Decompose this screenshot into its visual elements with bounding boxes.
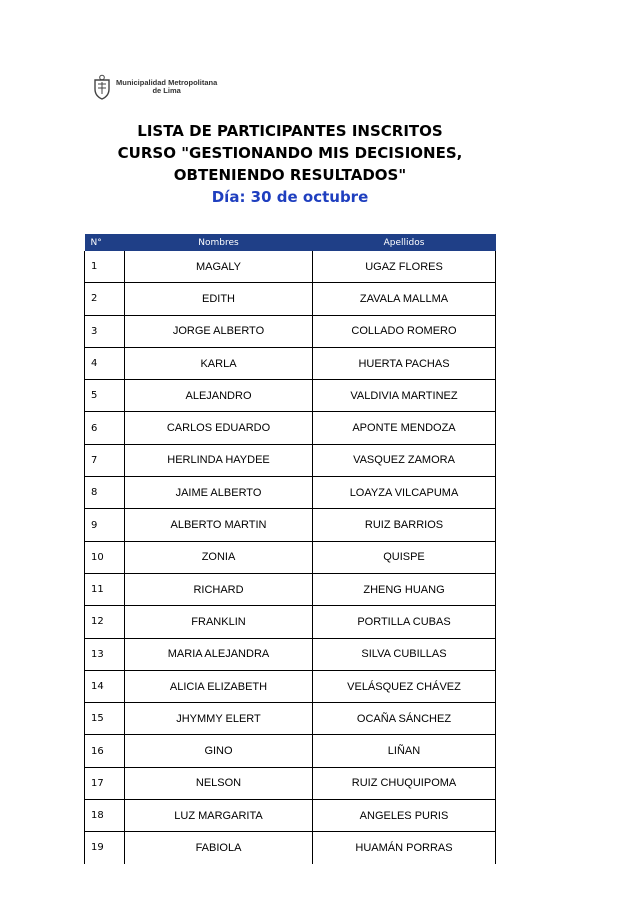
- cell-apellidos: QUISPE: [313, 541, 496, 573]
- table-row: [85, 573, 496, 605]
- table-row: [85, 283, 496, 315]
- table-row: [85, 444, 496, 476]
- cell-nombres: MAGALY: [125, 251, 313, 283]
- cell-apellidos: VALDIVIA MARTINEZ: [313, 380, 496, 412]
- title-line1: LISTA DE PARTICIPANTES INSCRITOS: [137, 122, 443, 140]
- cell-number: 3: [85, 315, 125, 347]
- cell-apellidos: VELÁSQUEZ CHÁVEZ: [313, 670, 496, 702]
- cell-nombres: CARLOS EDUARDO: [125, 412, 313, 444]
- cell-apellidos: PORTILLA CUBAS: [313, 606, 496, 638]
- table-row: [85, 251, 496, 283]
- cell-nombres: JAIME ALBERTO: [125, 477, 313, 509]
- cell-nombres: ALBERTO MARTIN: [125, 509, 313, 541]
- cell-number: 10: [85, 541, 125, 573]
- cell-nombres: ALICIA ELIZABETH: [125, 670, 313, 702]
- table-row: [85, 380, 496, 412]
- table-row: [85, 832, 496, 864]
- column-header-apellidos: Apellidos: [313, 235, 496, 252]
- cell-apellidos: LIÑAN: [313, 735, 496, 767]
- cell-number: 19: [85, 832, 125, 864]
- cell-number: 9: [85, 509, 125, 541]
- cell-apellidos: SILVA CUBILLAS: [313, 638, 496, 670]
- cell-apellidos: OCAÑA SÁNCHEZ: [313, 703, 496, 735]
- cell-apellidos: ZAVALA MALLMA: [313, 283, 496, 315]
- cell-nombres: LUZ MARGARITA: [125, 800, 313, 832]
- organization-name-line1: Municipalidad Metropolitana: [116, 78, 218, 87]
- cell-nombres: FABIOLA: [125, 832, 313, 864]
- table-row: [85, 412, 496, 444]
- cell-nombres: JORGE ALBERTO: [125, 315, 313, 347]
- organization-name: [116, 79, 217, 95]
- title-line2: CURSO "GESTIONANDO MIS DECISIONES,: [117, 144, 463, 162]
- table-row: [85, 541, 496, 573]
- cell-apellidos: LOAYZA VILCAPUMA: [313, 477, 496, 509]
- cell-nombres: KARLA: [125, 347, 313, 379]
- cell-apellidos: HUERTA PACHAS: [313, 347, 496, 379]
- cell-number: 17: [85, 767, 125, 799]
- cell-number: 15: [85, 703, 125, 735]
- municipality-logo: [92, 74, 217, 100]
- cell-apellidos: RUIZ CHUQUIPOMA: [313, 767, 496, 799]
- cell-number: 4: [85, 347, 125, 379]
- table-row: [85, 315, 496, 347]
- cell-apellidos: UGAZ FLORES: [313, 251, 496, 283]
- table-row: [85, 638, 496, 670]
- cell-number: 12: [85, 606, 125, 638]
- cell-number: 16: [85, 735, 125, 767]
- cell-nombres: GINO: [125, 735, 313, 767]
- cell-number: 2: [85, 283, 125, 315]
- cell-number: 13: [85, 638, 125, 670]
- table-row: [85, 800, 496, 832]
- cell-nombres: HERLINDA HAYDEE: [125, 444, 313, 476]
- cell-number: 14: [85, 670, 125, 702]
- cell-number: 5: [85, 380, 125, 412]
- cell-nombres: EDITH: [125, 283, 313, 315]
- cell-nombres: ALEJANDRO: [125, 380, 313, 412]
- cell-apellidos: COLLADO ROMERO: [313, 315, 496, 347]
- table-row: [85, 735, 496, 767]
- cell-nombres: FRANKLIN: [125, 606, 313, 638]
- cell-apellidos: APONTE MENDOZA: [313, 412, 496, 444]
- cell-nombres: NELSON: [125, 767, 313, 799]
- table-header-row: [85, 235, 496, 252]
- coat-of-arms-icon: [92, 74, 112, 100]
- cell-number: 18: [85, 800, 125, 832]
- cell-apellidos: RUIZ BARRIOS: [313, 509, 496, 541]
- cell-apellidos: VASQUEZ ZAMORA: [313, 444, 496, 476]
- title-line3: OBTENIENDO RESULTADOS": [173, 166, 407, 184]
- cell-nombres: ZONIA: [125, 541, 313, 573]
- column-header-number: N°: [85, 235, 125, 252]
- table-row: [85, 606, 496, 638]
- cell-number: 7: [85, 444, 125, 476]
- document-title: [0, 120, 580, 208]
- cell-number: 6: [85, 412, 125, 444]
- table-row: [85, 477, 496, 509]
- column-header-nombres: Nombres: [125, 235, 313, 252]
- cell-number: 11: [85, 573, 125, 605]
- table-row: [85, 767, 496, 799]
- cell-apellidos: HUAMÁN PORRAS: [313, 832, 496, 864]
- participants-table: [84, 234, 496, 864]
- cell-nombres: RICHARD: [125, 573, 313, 605]
- cell-number: 1: [85, 251, 125, 283]
- cell-nombres: JHYMMY ELERT: [125, 703, 313, 735]
- table-row: [85, 347, 496, 379]
- cell-nombres: MARIA ALEJANDRA: [125, 638, 313, 670]
- cell-apellidos: ZHENG HUANG: [313, 573, 496, 605]
- table-row: [85, 670, 496, 702]
- table-row: [85, 703, 496, 735]
- organization-name-line2: de Lima: [152, 86, 181, 95]
- cell-number: 8: [85, 477, 125, 509]
- event-date: Día: 30 de octubre: [211, 188, 369, 206]
- table-row: [85, 509, 496, 541]
- cell-apellidos: ANGELES PURIS: [313, 800, 496, 832]
